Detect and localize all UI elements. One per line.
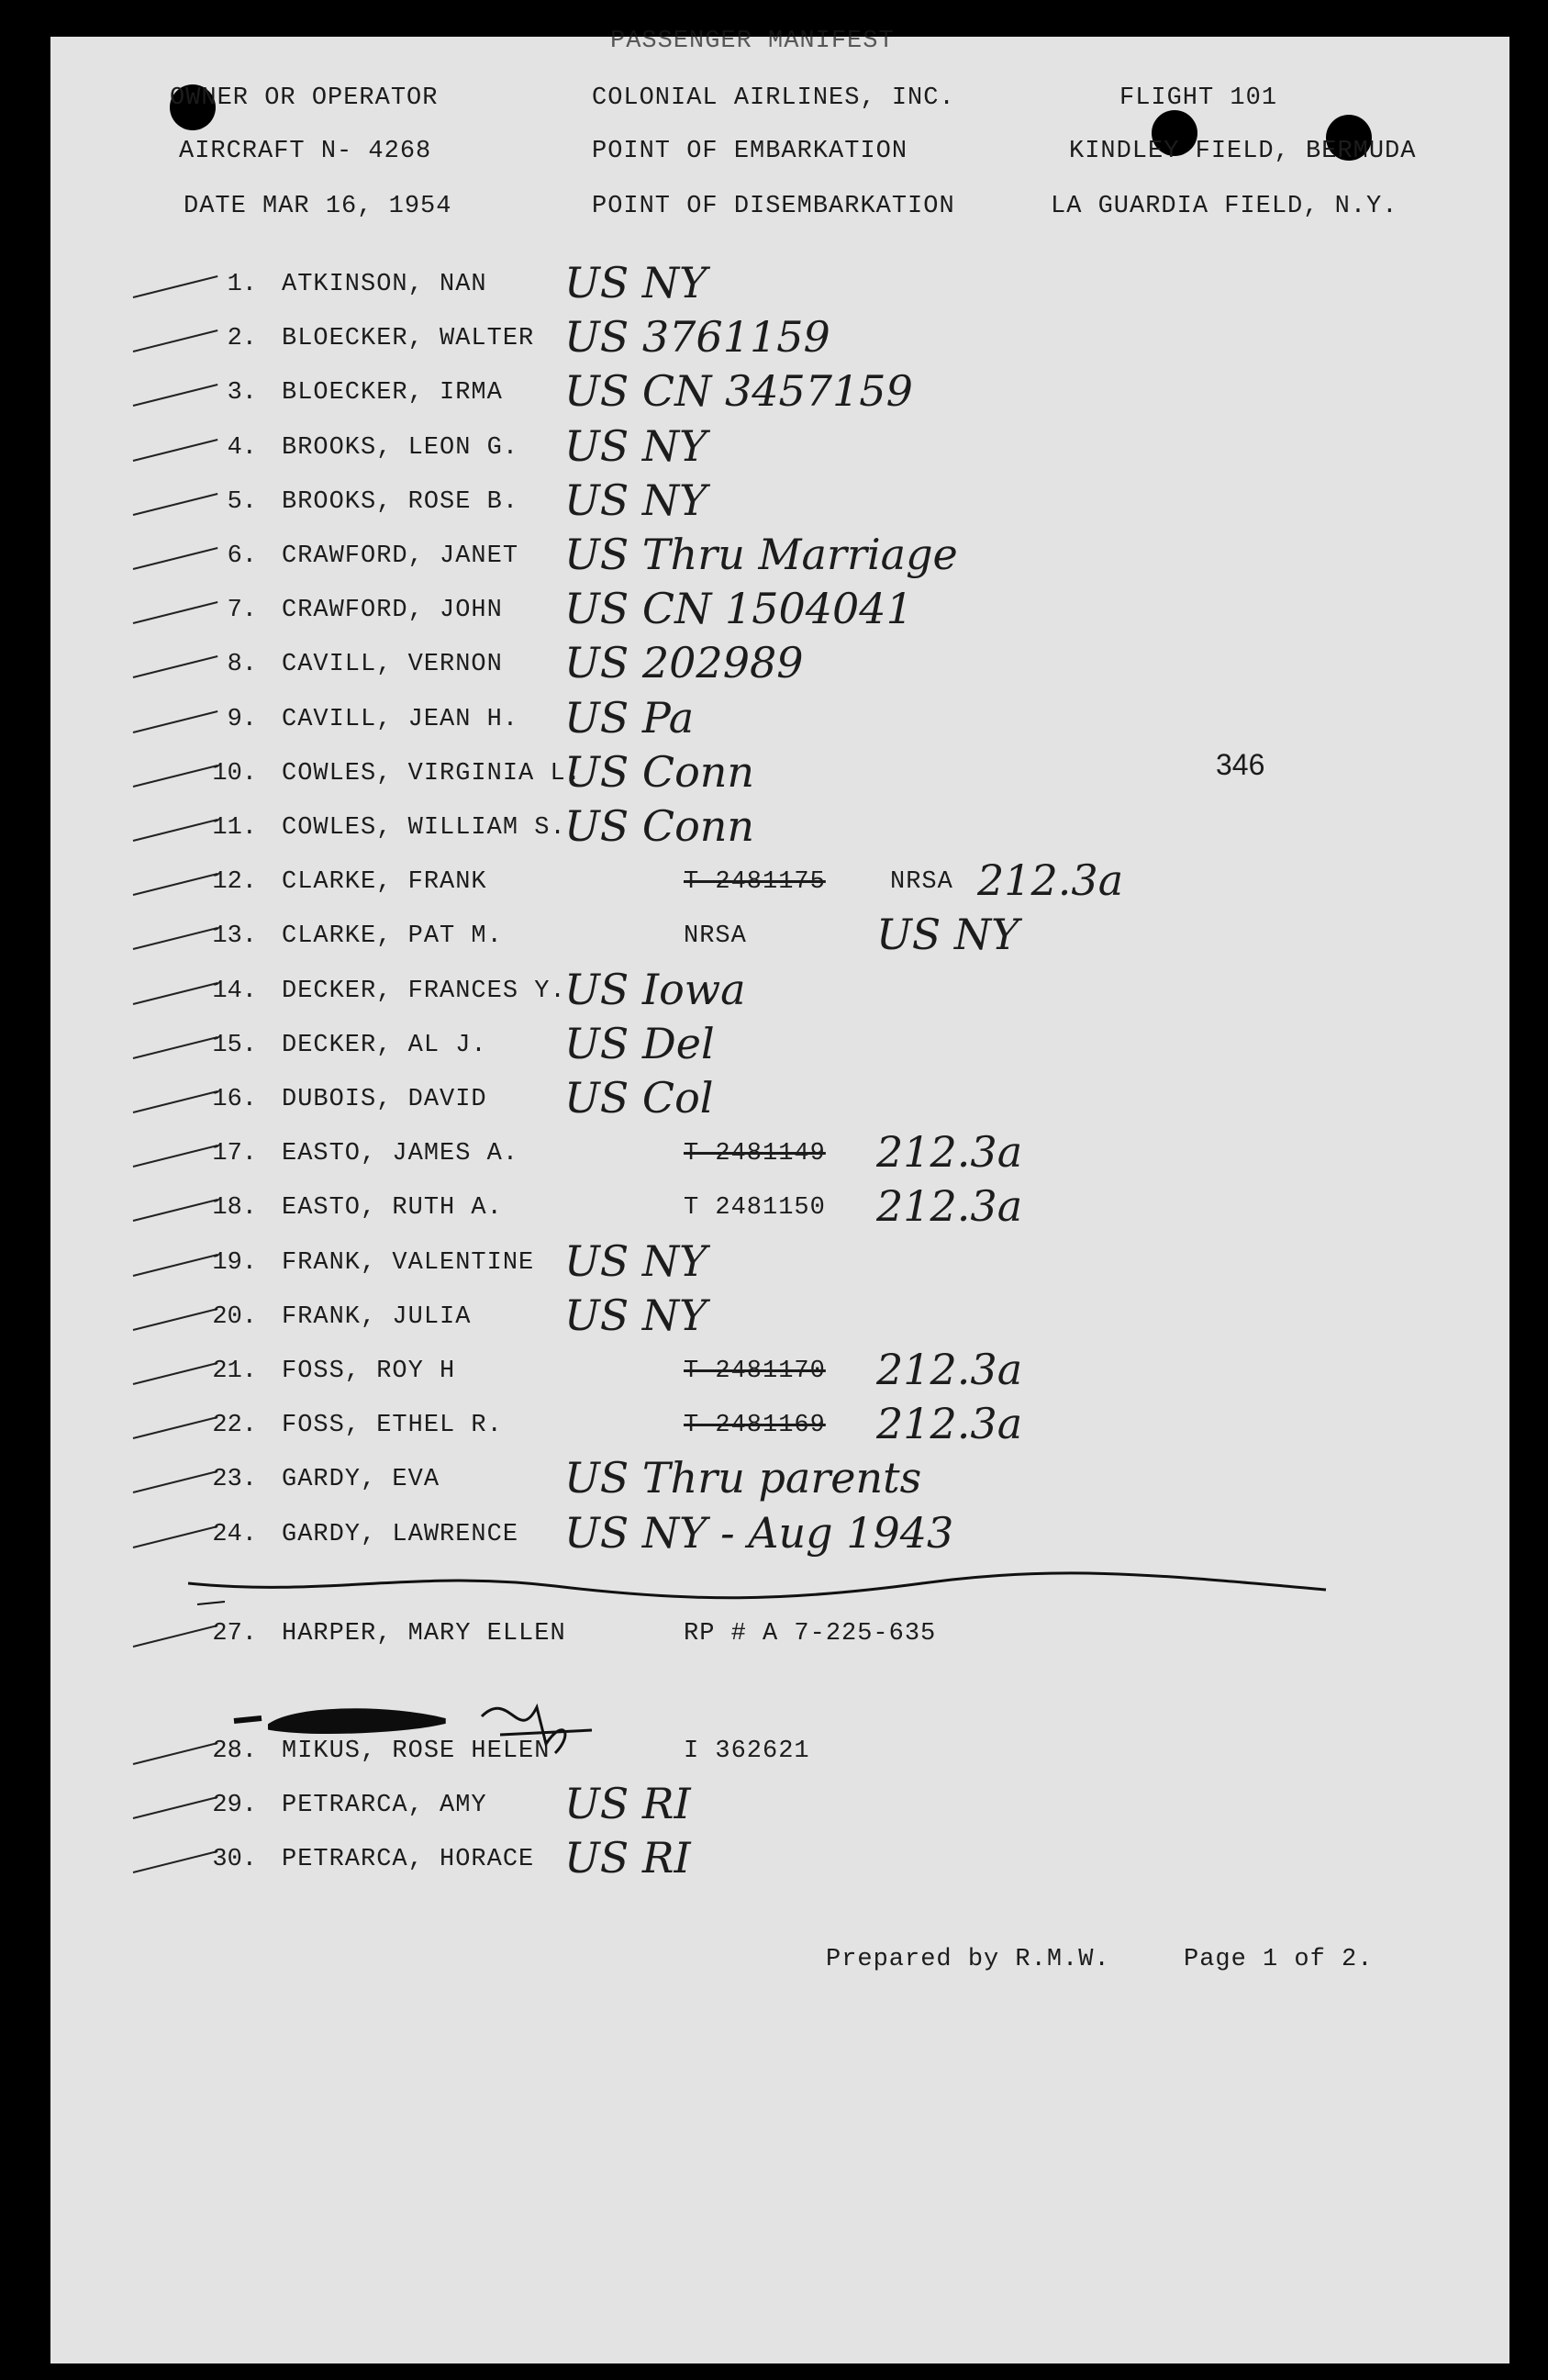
passenger-name: BLOECKER, WALTER	[282, 325, 535, 353]
passenger-name: FOSS, ETHEL R.	[282, 1412, 503, 1440]
handwritten-note: US NY	[564, 420, 707, 471]
document-number: T 2481170	[684, 1358, 826, 1385]
handwritten-note: US NY	[564, 1290, 707, 1340]
handwritten-note: US RI	[564, 1833, 691, 1883]
passenger-row	[50, 1018, 1509, 1078]
passenger-name: BROOKS, LEON G.	[282, 433, 519, 462]
prepared-by: Prepared by R.M.W.	[826, 1946, 1110, 1973]
passenger-name: EASTO, JAMES A.	[282, 1140, 519, 1168]
passenger-number: 1.	[227, 271, 257, 298]
passenger-row	[50, 855, 1509, 914]
handwritten-note: 212.3a	[977, 855, 1124, 906]
handwritten-note: US Conn	[564, 746, 755, 797]
passenger-row	[50, 1779, 1509, 1838]
passenger-name: CRAWFORD, JANET	[282, 542, 519, 570]
passenger-number: 20.	[212, 1302, 257, 1331]
passenger-name: PETRARCA, HORACE	[282, 1846, 535, 1873]
passenger-name: GARDY, EVA	[282, 1466, 440, 1494]
handwritten-note: US Thru Marriage	[564, 530, 958, 579]
passenger-row	[50, 1073, 1509, 1132]
passenger-row	[50, 964, 1509, 1023]
passenger-name: CLARKE, PAT M.	[282, 922, 503, 951]
passenger-row	[50, 366, 1509, 425]
passenger-name: ATKINSON, NAN	[282, 271, 487, 298]
passenger-row	[50, 1127, 1509, 1186]
passenger-number: 11.	[212, 814, 257, 842]
passenger-row	[50, 638, 1509, 697]
handwritten-note: 212.3a	[876, 1181, 1023, 1232]
passenger-name: BROOKS, ROSE B.	[282, 487, 519, 516]
handwritten-note: US NY - Aug 1943	[564, 1507, 954, 1558]
passenger-row	[50, 1345, 1509, 1403]
handwritten-note: US Thru parents	[564, 1453, 922, 1503]
passenger-number: 19.	[212, 1248, 257, 1277]
passenger-number: 28.	[212, 1738, 257, 1765]
passenger-row	[50, 312, 1509, 371]
passenger-number: 2.	[227, 325, 257, 353]
passenger-row	[50, 1235, 1509, 1295]
separator-line	[188, 1560, 1335, 1615]
handwritten-note: US Iowa	[564, 964, 746, 1014]
handwritten-note: US NY	[564, 1235, 707, 1286]
passenger-name: BLOECKER, IRMA	[282, 379, 503, 408]
passenger-name: CAVILL, JEAN H.	[282, 705, 519, 733]
passenger-name: COWLES, VIRGINIA L.	[282, 759, 582, 788]
handwritten-note: US 3761159	[564, 312, 830, 363]
handwritten-note: US Conn	[564, 801, 755, 851]
passenger-row	[50, 530, 1509, 588]
passenger-number: 14.	[212, 977, 257, 1005]
handwritten-note: US NY	[564, 258, 707, 307]
passenger-name: DUBOIS, DAVID	[282, 1086, 487, 1113]
document-status: NRSA	[890, 868, 953, 897]
handwritten-note: US CN 1504041	[564, 584, 913, 634]
passenger-number: 24.	[212, 1520, 257, 1548]
disembarkation-label: POINT OF DISEMBARKATION	[592, 193, 955, 220]
passenger-number: 22.	[212, 1412, 257, 1440]
passenger-row	[50, 692, 1509, 752]
passenger-name: CAVILL, VERNON	[282, 651, 503, 679]
passenger-number: 27.	[212, 1620, 257, 1648]
passenger-row	[50, 1399, 1509, 1458]
document-number: T 2481150	[684, 1194, 826, 1223]
passenger-number: 16.	[212, 1086, 257, 1113]
handwritten-note: 212.3a	[876, 1127, 1023, 1178]
handwritten-note: US Pa	[564, 692, 695, 743]
handwritten-note: 212.3a	[876, 1399, 1023, 1449]
passenger-name: HARPER, MARY ELLEN	[282, 1620, 566, 1648]
page-stamp-number: 346	[1216, 748, 1265, 781]
handwritten-note: US Col	[564, 1073, 714, 1123]
passenger-number: 5.	[227, 487, 257, 516]
passenger-row	[50, 1290, 1509, 1349]
embarkation-value: KINDLEY FIELD, BERMUDA	[1069, 138, 1417, 165]
passenger-number: 9.	[227, 705, 257, 733]
passenger-row	[50, 420, 1509, 480]
passenger-row	[50, 584, 1509, 642]
passenger-row	[50, 1453, 1509, 1512]
embarkation-label: POINT OF EMBARKATION	[592, 138, 908, 165]
document-number: NRSA	[684, 922, 747, 951]
passenger-row	[50, 801, 1509, 860]
handwritten-note: US RI	[564, 1779, 691, 1828]
passenger-name: DECKER, AL J.	[282, 1031, 487, 1059]
document-number: I 362621	[684, 1738, 810, 1765]
passenger-name: MIKUS, ROSE HELEN	[282, 1738, 551, 1765]
passenger-number: 4.	[227, 433, 257, 462]
passenger-name: COWLES, WILLIAM S.	[282, 814, 566, 842]
document-number: T 2481169	[684, 1412, 826, 1440]
passenger-number: 21.	[212, 1358, 257, 1385]
manifest-top-title: PASSENGER MANIFEST	[610, 28, 895, 55]
passenger-number: 18.	[212, 1194, 257, 1223]
passenger-name: FOSS, ROY H	[282, 1358, 456, 1385]
passenger-number: 29.	[212, 1792, 257, 1819]
handwritten-note: US CN 3457159	[564, 366, 913, 417]
passenger-number: 17.	[212, 1140, 257, 1168]
passenger-number: 6.	[227, 542, 257, 570]
passenger-row	[50, 1833, 1509, 1892]
passenger-name: FRANK, JULIA	[282, 1302, 472, 1331]
passenger-name: CLARKE, FRANK	[282, 868, 487, 897]
handwritten-note: 212.3a	[876, 1345, 1023, 1394]
handwritten-note: US NY	[564, 475, 707, 525]
passenger-number: 15.	[212, 1031, 257, 1059]
passenger-number: 10.	[212, 759, 257, 788]
passenger-row	[50, 258, 1509, 317]
passenger-number: 23.	[212, 1466, 257, 1494]
passenger-row	[50, 1620, 1509, 1666]
passenger-row	[50, 910, 1509, 968]
passenger-name: EASTO, RUTH A.	[282, 1194, 503, 1223]
passenger-name: FRANK, VALENTINE	[282, 1248, 535, 1277]
handwritten-note: US NY	[876, 910, 1019, 960]
page-count: Page 1 of 2.	[1184, 1946, 1374, 1973]
passenger-number: 12.	[212, 868, 257, 897]
passenger-name: DECKER, FRANCES Y.	[282, 977, 566, 1005]
owner-label: OWNER OR OPERATOR	[170, 84, 439, 112]
document-number: RP # A 7-225-635	[684, 1620, 937, 1648]
passenger-number: 13.	[212, 922, 257, 951]
handwritten-note: US 202989	[564, 638, 804, 688]
manifest-date: DATE MAR 16, 1954	[184, 193, 452, 220]
passenger-row	[50, 1181, 1509, 1240]
passenger-number: 7.	[227, 597, 257, 625]
document-number: T 2481149	[684, 1140, 826, 1168]
passenger-number: 30.	[212, 1846, 257, 1873]
handwritten-note: US Del	[564, 1018, 715, 1068]
passenger-row	[50, 746, 1509, 806]
aircraft-number: AIRCRAFT N- 4268	[179, 138, 432, 165]
redaction-scribble	[206, 1680, 629, 1762]
passenger-number: 8.	[227, 651, 257, 679]
disembarkation-value: LA GUARDIA FIELD, N.Y.	[1051, 193, 1398, 220]
document-number: T 2481175	[684, 868, 826, 897]
flight-number: FLIGHT 101	[1119, 84, 1278, 112]
passenger-name: PETRARCA, AMY	[282, 1792, 487, 1819]
passenger-name: CRAWFORD, JOHN	[282, 597, 503, 625]
airline-name: COLONIAL AIRLINES, INC.	[592, 84, 955, 112]
passenger-row	[50, 475, 1509, 534]
passenger-number: 3.	[227, 379, 257, 408]
passenger-name: GARDY, LAWRENCE	[282, 1520, 519, 1548]
manifest-sheet	[50, 28, 1509, 2363]
